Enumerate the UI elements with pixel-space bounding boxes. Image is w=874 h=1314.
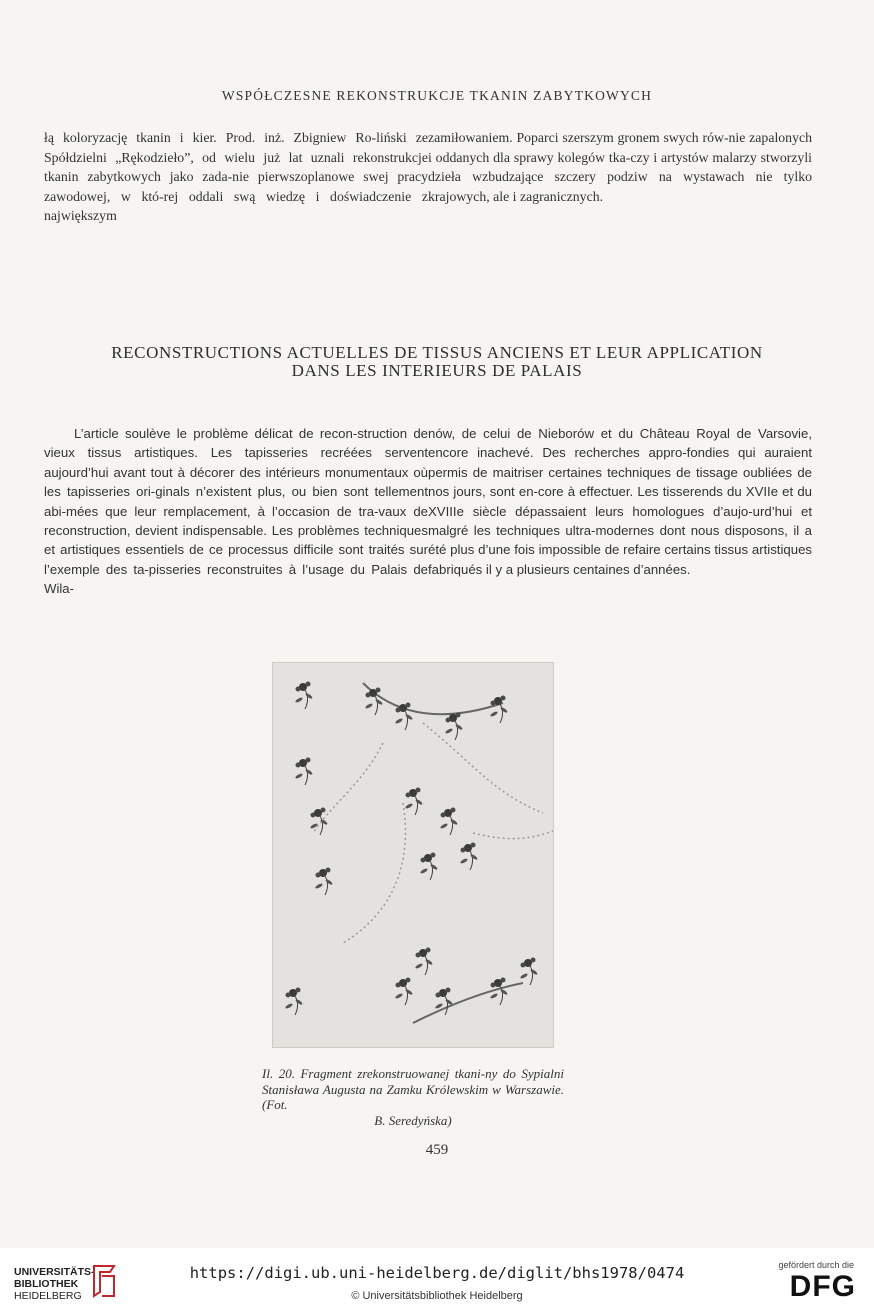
running-head: WSPÓŁCZESNE REKONSTRUKCJE TKANIN ZABYTKOWYCH — [221, 88, 653, 103]
library-name-line-1: UNIVERSITÄTS- — [14, 1266, 95, 1278]
polish-text-left-column: łą koloryzację tkanin i kier. Prod. inż. Zbigniew Ro-liński ze Spółdzielni „Rękodzieło”, od wielu już lat uznali rekonstrukcje tkanin zabytkowych jako zada-nie pierwszoplanowe swej pracy zawodowej, w któ-rej oddali swą wiedzę i doświadczenie z największym — [44, 130, 428, 224]
dfg-logo[interactable]: DFG — [789, 1270, 856, 1303]
french-summary-title — [0, 344, 874, 380]
french-title-line-1: RECONSTRUCTIONS ACTUELLES DE TISSUS ANCIENS ET LEUR APPLICATION — [111, 343, 763, 362]
polish-text-right-column: zamiłowaniem. Poparci szerszym gronem swych rów-nie zapalonych i oddanych dla sprawy kolegów tka-czy i artystów malarzy stworzyli dzieła wzbudzające szczery podziw na wystawach nie tylko krajowych, ale i zagranicznych. — [428, 130, 812, 204]
funding-note: gefördert durch die — [778, 1260, 854, 1270]
french-text-right-column: nów, de celui de Nieborów et du Château Royal de Varsovie, encore inachevé. Des recherches appro-fondies qui auraient permis de maitriser certaines techniques de tissage oubliées de nos jours, sont en-core à effectuer. Les tisserends du XVIIe et du XVIIIe siècle dépassaient leurs homologues d’aujo-urd’hui et malgré les techniques ultra-modernes dont nous disposons, il a été plus d’une fois impossible de refaire certains tissus artistiques fabriqués il y a plusieurs centaines d’années. — [428, 426, 812, 577]
caption-text: Il. 20. Fragment zrekonstruowanej tkani-ny do Sypialni Stanisława Augusta na Zamku Królewskim w Warszawie. (Fot. — [262, 1066, 564, 1112]
digitization-footer — [0, 1248, 874, 1314]
caption-photo-credit: B. Seredyńska) — [374, 1112, 452, 1128]
fabric-photograph — [272, 662, 554, 1048]
library-name-line-3: HEIDELBERG — [14, 1290, 82, 1302]
permalink-url[interactable]: https://digi.ub.uni-heidelberg.de/diglit/bhs1978/0474 — [189, 1264, 685, 1282]
figure-caption — [262, 1066, 564, 1128]
french-text-left-column: L’article soulève le problème délicat de recon-struction de vieux tissus artistiques. Les tapisseries recréées servent aujourd’hui avant tout à décorer des intérieurs monumentaux où les tapisseries ori-ginals n’existent plus, ou bien sont tellement abi-mées que leur remplacement, à l’occasion de tra-vaux de reconstruction, devient indispensable. Les problèmes techniques et artistiques essentiels de ce processus difficile sont traités sur l’exemple des ta-pisseries reconstruites à l’usage du Palais de Wila- — [44, 426, 428, 597]
floral-garland-pattern — [273, 663, 553, 1047]
copyright-notice: © Universitätsbibliothek Heidelberg — [351, 1290, 523, 1302]
polish-text-columns — [44, 128, 812, 226]
french-text-columns — [44, 424, 812, 599]
library-name-line-2: BIBLIOTHEK — [14, 1278, 79, 1290]
french-title-line-2: DANS LES INTERIEURS DE PALAIS — [291, 361, 583, 380]
page-number: 459 — [425, 1142, 449, 1158]
